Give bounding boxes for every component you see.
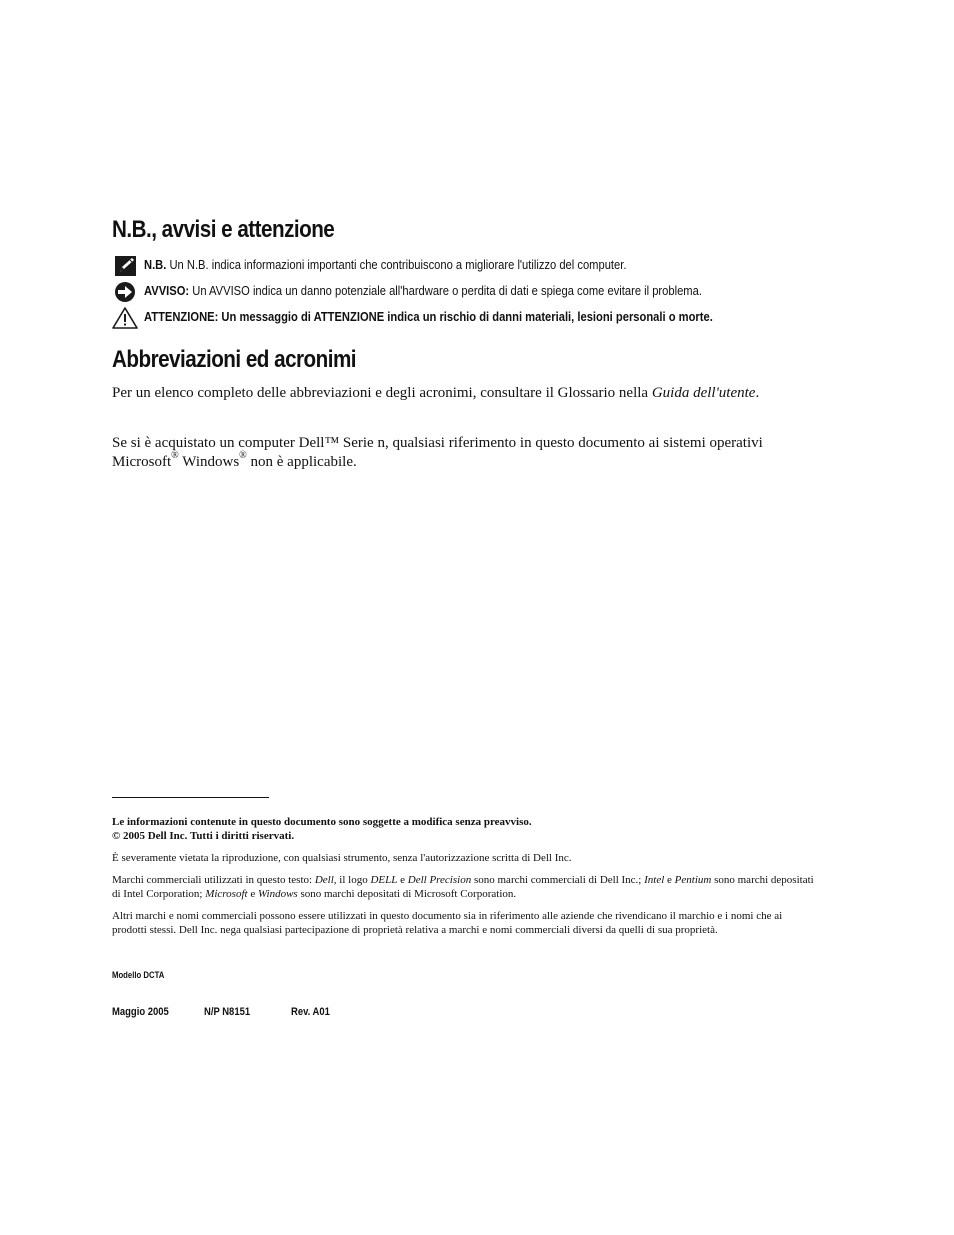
dell-note-part2: Windows [178, 454, 240, 470]
trademarks-text-3: e [397, 874, 408, 886]
trademarks-text-8: sono marchi depositati di Microsoft Corporation. [297, 888, 517, 900]
note-nb-text [144, 257, 626, 272]
abbreviations-paragraph [112, 384, 832, 403]
notes-heading: N.B., avvisi e attenzione [112, 216, 335, 243]
abbreviations-text: Per un elenco completo delle abbreviazioni e degli acronimi, consultare il Glossario nella [112, 385, 652, 401]
dell-note-part1: Se si è acquistato un computer Dell™ Serie n, qualsiasi riferimento in questo documento ai sistemi operativi Microsoft [112, 435, 763, 470]
trademarks-text-5: e [664, 874, 675, 886]
trademark-windows: Windows [257, 888, 298, 900]
registered-mark-1: ® [171, 450, 179, 461]
trademarks-text-7: e [247, 888, 258, 900]
trademark-dell-precision: Dell Precision [407, 874, 472, 886]
footer-date: Maggio 2005 [112, 1006, 169, 1018]
dell-note-part3: non è applicabile. [246, 454, 357, 470]
trademark-intel: Intel [644, 874, 665, 886]
trademarks-text-4: sono marchi commerciali di Dell Inc.; [471, 874, 645, 886]
user-guide-title: Guida dell'utente [651, 385, 756, 401]
reproduction-notice: È severamente vietata la riproduzione, con qualsiasi strumento, senza l'autorizzazione scritta di Dell Inc. [112, 852, 572, 864]
trademark-microsoft: Microsoft [205, 888, 248, 900]
trademark-dell-logo: DELL [370, 874, 398, 886]
note-nb [112, 255, 832, 277]
warning-triangle-icon [112, 307, 138, 329]
note-attenzione-body: Un messaggio di ATTENZIONE indica un rischio di danni materiali, lesioni personali o morte. [218, 309, 713, 324]
abbreviations-heading: Abbreviazioni ed acronimi [112, 346, 357, 373]
footnote-divider [112, 797, 269, 798]
info-line-1: Le informazioni contenute in questo documento sono soggette a modifica senza preavviso. [112, 816, 532, 828]
dell-series-n-paragraph [112, 434, 812, 472]
note-avviso-label: AVVISO: [144, 283, 190, 298]
trademarks-text-2: , il logo [333, 874, 371, 886]
note-nb-label: N.B. [144, 257, 167, 272]
pencil-note-icon [112, 255, 138, 277]
trademark-pentium: Pentium [674, 874, 712, 886]
note-avviso [112, 281, 832, 303]
trademark-dell: Dell [314, 874, 334, 886]
note-attenzione [112, 307, 832, 329]
footer-revision: Rev. A01 [291, 1006, 330, 1018]
copyright-line: © 2005 Dell Inc. Tutti i diritti riservati. [112, 830, 295, 842]
note-avviso-text [144, 283, 702, 298]
note-avviso-body: Un AVVISO indica un danno potenziale all'hardware o perdita di dati e spiega come evitare il problema. [189, 283, 702, 298]
trademarks-text-1: Marchi commerciali utilizzati in questo testo: [112, 874, 315, 886]
note-attenzione-text [144, 309, 713, 324]
other-trademarks-paragraph: Altri marchi e nomi commerciali possono essere utilizzati in questo documento sia in riferimento alle aziende che rivendicano il marchio e i nomi che ai prodotti stessi. Dell Inc. nega qualsiasi partecipazione di proprietà relativa a marchi e nomi commerciali diversi da quelli di sua proprietà. [112, 910, 783, 936]
model-number: Modello DCTA [112, 970, 165, 980]
info-notice [112, 815, 817, 843]
abbreviations-end: . [755, 385, 760, 401]
footer-part-number: N/P N8151 [204, 1006, 251, 1018]
note-attenzione-label: ATTENZIONE: [144, 309, 219, 324]
note-nb-body: Un N.B. indica informazioni importanti che contribuiscono a migliorare l'utilizzo del computer. [166, 257, 627, 272]
trademarks-text-6: sono marchi depositati di Intel Corporation; [112, 874, 814, 900]
registered-mark-2: ® [239, 450, 247, 461]
notice-arrow-icon [112, 281, 138, 303]
trademarks-paragraph [112, 873, 817, 901]
